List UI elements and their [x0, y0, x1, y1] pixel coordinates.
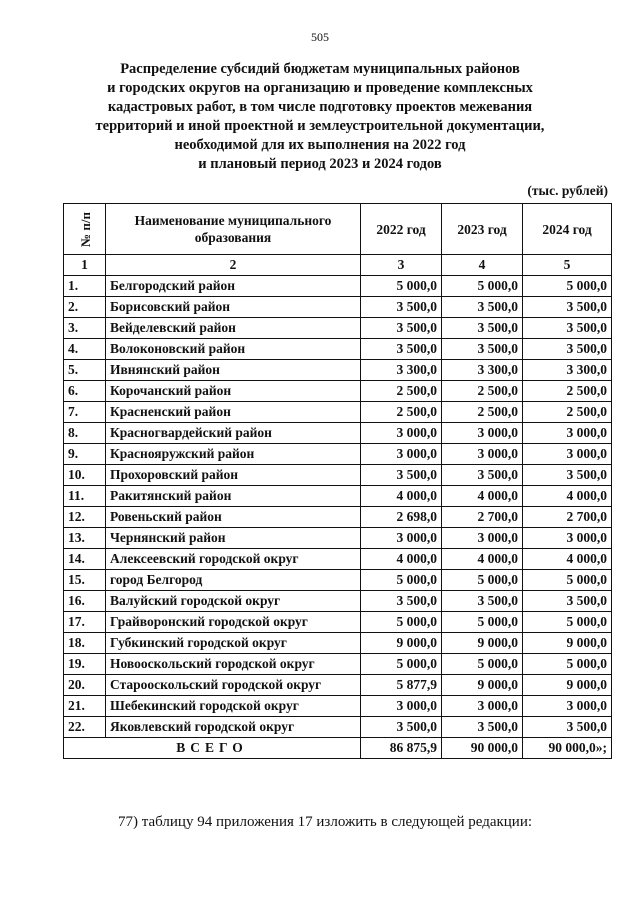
total-2024: 90 000,0»;: [523, 738, 612, 759]
row-number: 19.: [64, 654, 106, 675]
row-number: 16.: [64, 591, 106, 612]
value-2024: 3 500,0: [523, 465, 612, 486]
value-2024: 3 500,0: [523, 339, 612, 360]
row-number: 11.: [64, 486, 106, 507]
municipality-name: Шебекинский городской округ: [106, 696, 361, 717]
title-line: и плановый период 2023 и 2024 годов: [198, 156, 442, 172]
value-2022: 3 000,0: [361, 423, 442, 444]
column-numbers-row: [64, 255, 612, 276]
table-row: [64, 465, 612, 486]
value-2023: 5 000,0: [442, 654, 523, 675]
municipality-name: Ровеньский район: [106, 507, 361, 528]
units-label: (тыс. рублей): [527, 183, 608, 198]
municipality-name: Красненский район: [106, 402, 361, 423]
value-2022: 3 500,0: [361, 339, 442, 360]
row-number: 10.: [64, 465, 106, 486]
value-2024: 3 000,0: [523, 444, 612, 465]
table-row: [64, 528, 612, 549]
table-row: [64, 423, 612, 444]
municipality-name: Чернянский район: [106, 528, 361, 549]
municipality-name: Грайворонский городской округ: [106, 612, 361, 633]
value-2024: 3 300,0: [523, 360, 612, 381]
value-2024: 3 500,0: [523, 717, 612, 738]
value-2022: 3 000,0: [361, 528, 442, 549]
column-number: 5: [523, 255, 612, 276]
column-number: 3: [361, 255, 442, 276]
table-row: [64, 339, 612, 360]
table-row: [64, 276, 612, 297]
row-number: 5.: [64, 360, 106, 381]
value-2022: 4 000,0: [361, 549, 442, 570]
value-2022: 3 500,0: [361, 297, 442, 318]
value-2022: 9 000,0: [361, 633, 442, 654]
value-2022: 3 500,0: [361, 591, 442, 612]
value-2022: 2 698,0: [361, 507, 442, 528]
row-number: 21.: [64, 696, 106, 717]
municipality-name: Валуйский городской округ: [106, 591, 361, 612]
value-2023: 5 000,0: [442, 570, 523, 591]
row-number: 7.: [64, 402, 106, 423]
total-2022: 86 875,9: [361, 738, 442, 759]
value-2023: 3 500,0: [442, 717, 523, 738]
table-header-row: [64, 204, 612, 255]
row-number: 20.: [64, 675, 106, 696]
column-number: 1: [64, 255, 106, 276]
title-line: и городских округов на организацию и проведение комплексных: [107, 80, 533, 96]
value-2022: 2 500,0: [361, 402, 442, 423]
value-2023: 3 000,0: [442, 696, 523, 717]
total-label: ВСЕГО: [64, 738, 361, 759]
header-2024: 2024 год: [523, 204, 612, 255]
value-2024: 9 000,0: [523, 675, 612, 696]
value-2022: 5 000,0: [361, 276, 442, 297]
table-row: [64, 444, 612, 465]
header-2023: 2023 год: [442, 204, 523, 255]
value-2024: 9 000,0: [523, 633, 612, 654]
value-2024: 5 000,0: [523, 612, 612, 633]
table-row: [64, 507, 612, 528]
table-row: [64, 717, 612, 738]
title-line: кадастровых работ, в том числе подготовку проектов межевания: [107, 99, 533, 115]
municipality-name: Краснояружский район: [106, 444, 361, 465]
table-row: [64, 402, 612, 423]
value-2023: 2 500,0: [442, 381, 523, 402]
value-2023: 9 000,0: [442, 633, 523, 654]
value-2024: 3 000,0: [523, 423, 612, 444]
municipality-name: Яковлевский городской округ: [106, 717, 361, 738]
row-number: 1.: [64, 276, 106, 297]
municipality-name: Вейделевский район: [106, 318, 361, 339]
row-number: 4.: [64, 339, 106, 360]
total-2023: 90 000,0: [442, 738, 523, 759]
value-2023: 4 000,0: [442, 486, 523, 507]
value-2023: 3 000,0: [442, 423, 523, 444]
value-2023: 5 000,0: [442, 612, 523, 633]
municipality-name: Корочанский район: [106, 381, 361, 402]
document-title: [60, 60, 580, 174]
table-row: [64, 297, 612, 318]
table-row: [64, 633, 612, 654]
value-2024: 5 000,0: [523, 570, 612, 591]
title-line: Распределение субсидий бюджетам муниципальных районов: [120, 61, 520, 77]
row-number: 9.: [64, 444, 106, 465]
table-row: [64, 696, 612, 717]
row-number: 3.: [64, 318, 106, 339]
value-2023: 3 500,0: [442, 591, 523, 612]
value-2022: 3 000,0: [361, 444, 442, 465]
row-number: 8.: [64, 423, 106, 444]
page-number: 505: [311, 30, 329, 44]
table-row: [64, 549, 612, 570]
municipality-name: Волоконовский район: [106, 339, 361, 360]
title-line: территорий и иной проектной и землеустроительной документации,: [95, 118, 545, 134]
table-row: [64, 486, 612, 507]
table-row: [64, 318, 612, 339]
value-2023: 4 000,0: [442, 549, 523, 570]
table-row: [64, 675, 612, 696]
table-row: [64, 381, 612, 402]
value-2024: 3 000,0: [523, 528, 612, 549]
column-number: 2: [106, 255, 361, 276]
row-number: 14.: [64, 549, 106, 570]
row-number: 15.: [64, 570, 106, 591]
value-2024: 5 000,0: [523, 276, 612, 297]
value-2023: 3 500,0: [442, 339, 523, 360]
value-2024: 2 500,0: [523, 381, 612, 402]
value-2022: 4 000,0: [361, 486, 442, 507]
municipality-name: Прохоровский район: [106, 465, 361, 486]
value-2024: 3 500,0: [523, 591, 612, 612]
value-2022: 3 500,0: [361, 717, 442, 738]
row-number: 12.: [64, 507, 106, 528]
value-2023: 3 500,0: [442, 297, 523, 318]
row-number: 18.: [64, 633, 106, 654]
column-number: 4: [442, 255, 523, 276]
municipality-name: город Белгород: [106, 570, 361, 591]
municipality-name: Ракитянский район: [106, 486, 361, 507]
value-2023: 9 000,0: [442, 675, 523, 696]
row-number: 6.: [64, 381, 106, 402]
value-2022: 5 000,0: [361, 570, 442, 591]
value-2024: 3 500,0: [523, 318, 612, 339]
value-2023: 3 000,0: [442, 444, 523, 465]
value-2022: 5 877,9: [361, 675, 442, 696]
table-row: [64, 654, 612, 675]
header-name: Наименование муниципального образования: [106, 204, 361, 255]
value-2023: 3 300,0: [442, 360, 523, 381]
value-2024: 3 500,0: [523, 297, 612, 318]
municipality-name: Красногвардейский район: [106, 423, 361, 444]
municipality-name: Новооскольский городской округ: [106, 654, 361, 675]
value-2022: 3 000,0: [361, 696, 442, 717]
value-2022: 3 500,0: [361, 465, 442, 486]
value-2024: 5 000,0: [523, 654, 612, 675]
municipality-name: Борисовский район: [106, 297, 361, 318]
row-number: 22.: [64, 717, 106, 738]
municipality-name: Белгородский район: [106, 276, 361, 297]
total-row: [64, 738, 612, 759]
header-number: № п/п: [64, 204, 106, 255]
header-2022: 2022 год: [361, 204, 442, 255]
value-2024: 4 000,0: [523, 549, 612, 570]
value-2023: 3 500,0: [442, 318, 523, 339]
table-row: [64, 570, 612, 591]
value-2024: 2 500,0: [523, 402, 612, 423]
municipality-name: Губкинский городской округ: [106, 633, 361, 654]
value-2024: 3 000,0: [523, 696, 612, 717]
municipality-name: Алексеевский городской округ: [106, 549, 361, 570]
table-row: [64, 360, 612, 381]
value-2022: 5 000,0: [361, 654, 442, 675]
value-2022: 5 000,0: [361, 612, 442, 633]
value-2023: 3 500,0: [442, 465, 523, 486]
value-2023: 5 000,0: [442, 276, 523, 297]
subsidies-table: [63, 203, 612, 759]
row-number: 17.: [64, 612, 106, 633]
row-number: 2.: [64, 297, 106, 318]
title-line: необходимой для их выполнения на 2022 год: [174, 137, 466, 153]
value-2022: 3 500,0: [361, 318, 442, 339]
value-2024: 2 700,0: [523, 507, 612, 528]
value-2023: 2 500,0: [442, 402, 523, 423]
row-number: 13.: [64, 528, 106, 549]
municipality-name: Старооскольский городской округ: [106, 675, 361, 696]
closing-paragraph: 77) таблицу 94 приложения 17 изложить в следующей редакции:: [118, 814, 533, 830]
table-row: [64, 612, 612, 633]
value-2022: 2 500,0: [361, 381, 442, 402]
value-2022: 3 300,0: [361, 360, 442, 381]
value-2023: 2 700,0: [442, 507, 523, 528]
value-2024: 4 000,0: [523, 486, 612, 507]
table-row: [64, 591, 612, 612]
value-2023: 3 000,0: [442, 528, 523, 549]
municipality-name: Ивнянский район: [106, 360, 361, 381]
